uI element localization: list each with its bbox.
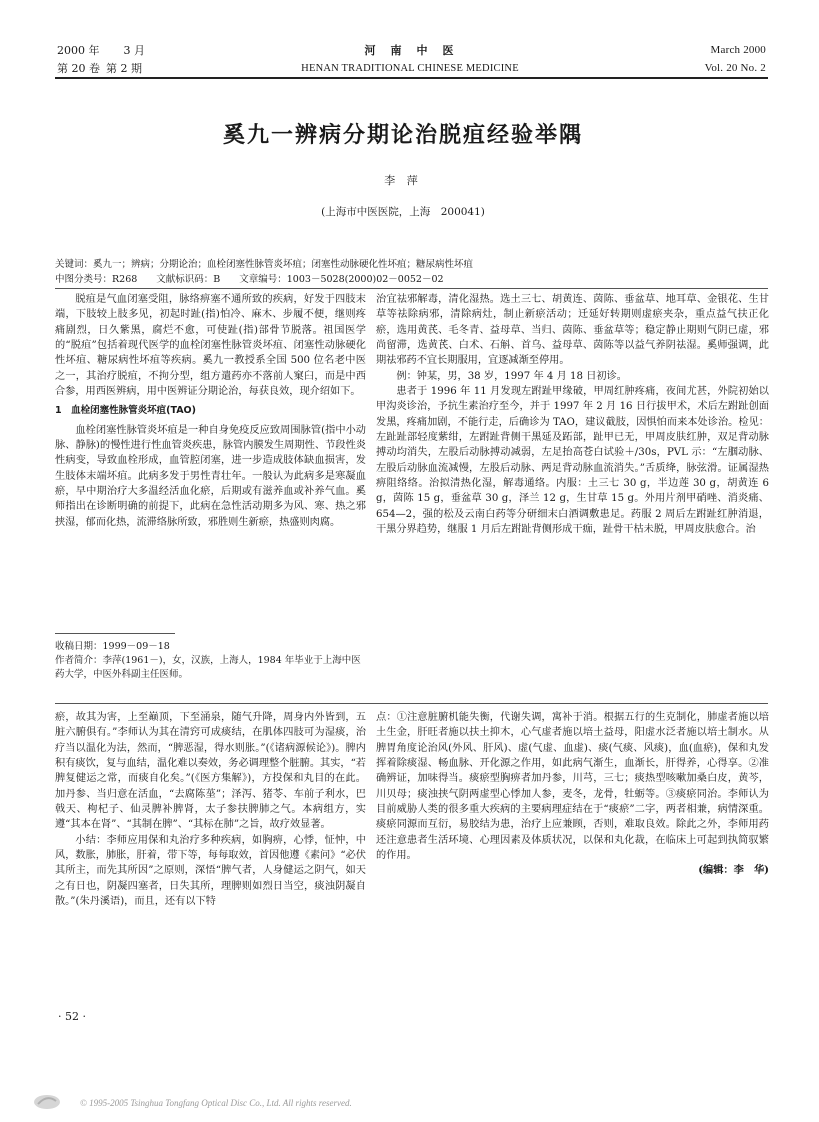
footnote-rule bbox=[55, 633, 175, 634]
section-heading: 1 血栓闭塞性脉管炎坏疽(TAO) bbox=[55, 405, 196, 417]
title-block bbox=[133, 100, 673, 230]
author-bio: 作者简介：李萍(1961－)，女，汉族，上海人，1984 年毕业于上海中医药大学，中医外科副主任医师。 bbox=[55, 655, 361, 680]
page-number: · 52 · bbox=[58, 1010, 86, 1023]
header-volume-en: Vol. 20 No. 2 bbox=[704, 62, 766, 74]
received-date: 收稿日期：1999－09－18 bbox=[55, 641, 170, 652]
classification: 中图分类号：R268 文献标识码：B 文章编号：1003－5028(2000)02－0052－02 bbox=[55, 274, 444, 285]
keywords: 关键词：奚九一；辨病；分期论治；血栓闭塞性脉管炎坏疽；闭塞性动脉硬化性坏疽；糖尿病性坏疽 bbox=[55, 259, 474, 270]
footnote bbox=[55, 640, 365, 682]
section-divider bbox=[55, 703, 768, 704]
journal-name-cn: 河 南 中 医 bbox=[364, 44, 456, 57]
header-rule bbox=[55, 77, 768, 79]
summary-paragraph: 小结：李师应用保和丸治疗多种疾病，如胸痹，心悸，怔忡，中风，数胀，肺胀，肝着，带下等，每每取效，首因他遵《素问》“必伏其所主，而先其所因”之原则，深悟“脾气者，人身健运之阴气，如天之有日也，阴凝四塞者，日失其所，理脾则如烈日当空，痰浊阴凝自散。”(朱丹溪语)，而且，还有以下特 bbox=[55, 834, 366, 908]
paragraph: 患者于 1996 年 11 月发现左跗趾甲缘破，甲周红肿疼痛，夜间尤甚，外院初始以甲沟炎诊治，予抗生素治疗至今，并于 1997 年 2 月 16 日行拔甲术，术后左跗趾创面发黑，疼痛加剧，不能行走，后确诊为 TAO，建议截肢，因惧怕而来本处诊治。检见：左趾趾部轻度紫绀，左跗趾背侧干黑延及跖部，趾甲已无，甲周皮肤红肿，双足背动脉搏动均消失，左股后动脉搏动减弱，左足抬高苍白试验＋/30s，PVL 示：“左腘动脉、左股后动脉血流减慢，左股后动脉、两足背动脉血流消失。”舌质绛，脉弦滑。证属湿热痹阻络络。治拟清热化湿，解毒通络。内服：土三七 30 g，半边莲 30 g，胡黄连 6 g，茵陈 15 g，垂盆草 30 g，泽兰 12 g，生甘草 15 g。外用片剂甲硝唑、消炎痛、654—2，强的松及云南白药等分研细末白酒调敷患足。药服 2 周后左跗趾红肿消退，干黑分界趋势，继服 1 月后左跗趾背侧形成干痂，趾骨干枯未脱，甲周皮肤愈合。治 bbox=[376, 386, 769, 536]
copyright-footer: © 1995-2005 Tsinghua Tongfang Optical Disc Co., Ltd. All rights reserved. bbox=[80, 1098, 352, 1108]
paragraph: 脱疽是气血闭塞受阻，脉络痹塞不通所致的疾病，好发于四肢末端，下肢较上肢多见，初起时趾(指)怕冷、麻木、步履不便，继则疼痛剧烈，日久紫黑，腐烂不愈，可使趾(指)部骨节脱落。祖国医学的“脱疽”包括着现代医学的血栓闭塞性脉管炎坏疽、闭塞性动脉硬化性坏疽、糖尿病性坏疽等疾病。奚九一教授系全国 500 位名老中医之一，其治疗脱疽，不拘分型，组方遣药亦不落前人窠臼，而是中西合参，用西医辨病，用中医辨证分期论治，每获良效，现介绍如下。 bbox=[55, 294, 366, 398]
header-year: 2000 年 3 月 bbox=[57, 44, 145, 57]
publisher-logo-icon bbox=[32, 1092, 62, 1112]
column-right-lower bbox=[376, 710, 769, 879]
paragraph: 血栓闭塞性脉管炎坏疽是一种自身免疫反应致周围脉管(指中小动脉、静脉)的慢性进行性血管炎疾患，脉管内膜发生周期性、节段性炎性病变，导致血栓形成，血管腔闭塞，进一步造成肢体缺血损害，发生肢体末端坏疽。此病多发于男性青壮年。一般认为此病多是寒凝血瘀，早中期治疗大多温经活血化瘀，后期或有滋养血或补养气血。奚师指出在诊断明确的前提下，此病在急性活动期多为风、寒、热之邪挟湿，郁而化热，流滞络脉所致，邪胜则生新瘀，热盛则肉腐。 bbox=[55, 424, 366, 528]
journal-name-en: HENAN TRADITIONAL CHINESE MEDICINE bbox=[301, 63, 519, 74]
column-left-upper bbox=[55, 292, 366, 530]
article-affiliation: (上海市中医医院，上海 200041) bbox=[321, 206, 485, 218]
header-volume: 第 20 卷 第 2 期 bbox=[57, 62, 142, 75]
column-right-upper bbox=[376, 292, 769, 538]
paragraph: 点：①注意脏腑机能失衡，代谢失调，寓补于消。根据五行的生克制化，肺虚者施以培土生金，肝旺者施以扶土抑木，心气虚者施以培土益母，阳虚水泛者施以培土制水。从脾胃角度论治风(外风、肝风)、虚(气虚、血虚)、痰(气痰、风痰)，血(血瘀)，保和丸发挥着除痰湿、畅血脉、开化源之作用，如此病气渐生，血渐长，肝得养，心得享。②准确辨证，加味得当。痰瘀型胸痹者加丹参，川芎，三七；痰热型咳嗽加桑白皮，黄芩，川贝母；痰浊挟气阴两虚型心悸加人参，麦冬，龙骨，牡蛎等。③痰瘀同治。李师认为目前威胁人类的很多重大疾病的主要病理症结在于“痰瘀”二字，两者相兼，病情深重。痰瘀同源而互衍，易胶结为患，治疗上应兼顾，否则，难取良效。除此之外，李师用药还注意患者生活环境、心理因素及体质状况，以保和丸化裁，在临床上可起到执简驭繁的作用。 bbox=[376, 712, 769, 862]
paragraph: 瘀，故其为害，上至巅顶，下至涌泉，随气升降，周身内外皆到，五脏六腑俱有。”李师认为其在清窍可成痰结，在肌体四肢可为湿痰，治疗当以温化为法，然而，“脾恶湿，得水则胀。”(《诸病源候论》)。脾内积有痰饮，复与血结，温化难以奏效，务必调理整个脏腑。其实，“若脾复健运之常，而痰自化矣。”(《医方集解》)，方投保和丸目的在此。加丹参、当归意在活血，“去腐陈莝”；泽泻、猪苓、车前子利水，巴戟天、枸杞子、仙灵脾补脾肾，太子参扶脾肺之气。本病组方，实遵“其本在肾”、“其制在脾”、“其标在肺”之旨，故疗效显著。 bbox=[55, 712, 366, 831]
article-author: 李 萍 bbox=[384, 174, 422, 187]
article-title: 奚九一辨病分期论治脱疽经验举隅 bbox=[222, 123, 583, 148]
case-intro: 例：钟某，男，38 岁，1997 年 4 月 18 日初诊。 bbox=[396, 370, 627, 382]
meta-rule bbox=[55, 288, 768, 289]
header-month-en: March 2000 bbox=[710, 44, 766, 56]
column-left-lower bbox=[55, 710, 366, 909]
editor-credit: (编辑：李 华) bbox=[698, 864, 769, 877]
paragraph: 治宜祛邪解毒，清化湿热。选土三七、胡黄连、茵陈、垂盆草、地耳草、金银花、生甘草等祛除病邪，清除病灶，制止新瘀活动；迁延好转期则虚瘀夹杂，重点益气扶正化瘀，选用黄芪、毛冬青、益母草、当归、茵陈、垂盆草等；稳定静止期则气阴已虚，邪尚留滞，选黄芪、白术、石斛、首乌、益母草、茵陈等以益气养阴祛湿。奚师强调，此期祛邪药不宜长期服用，宜逐减渐至停用。 bbox=[376, 294, 769, 367]
